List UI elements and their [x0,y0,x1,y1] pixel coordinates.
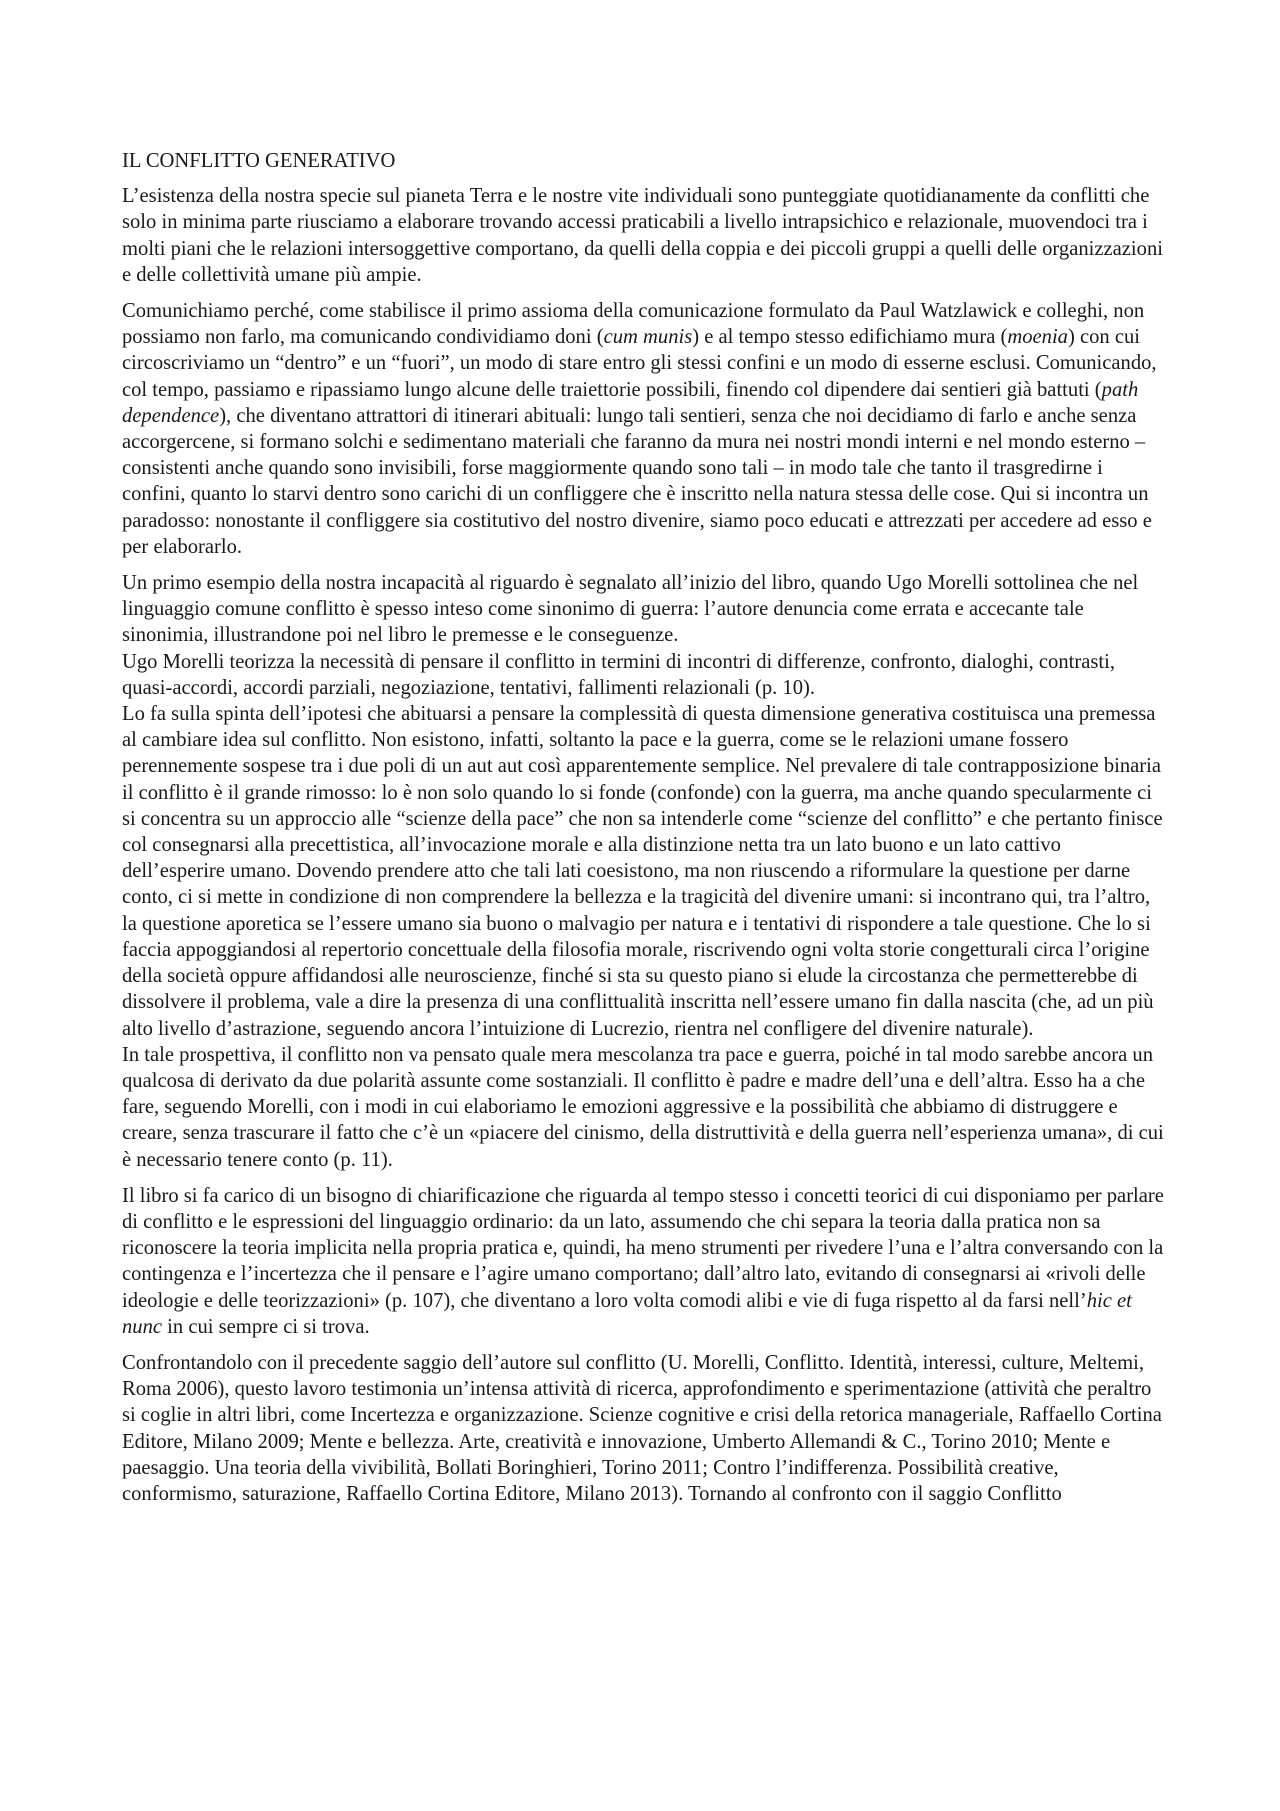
italic-text: moenia [1007,326,1068,349]
paragraph-text: Il libro si fa carico di un bisogno di chiarificazione che riguarda al tempo stesso i concetti teorici di cui disponiamo per parlare di conflitto e le espressioni del linguaggio ordinario: da un lato, assumendo che chi separa la teoria dalla pratica non sa riconoscere la teoria implicita nella propria pratica e, quindi, ha meno strumenti per rivedere l’una e l’altra conversando con la contingenza e l’incertezza che il pensare e l’agire umano comportano; dall’altro lato, evitando di consegnarsi ai «rivoli delle ideologie e delle teorizzazioni» (p. 107), che diventano a loro volta comodi alibi e vie di fuga rispetto al da farsi nell’ [122,1184,1164,1312]
paragraph [122,570,1168,649]
paragraph-text: Lo fa sulla spinta dell’ipotesi che abituarsi a pensare la complessità di questa dimensione generativa costituisca una premessa al cambiare idea sul conflitto. Non esistono, infatti, soltanto la pace e la guerra, come se le relazioni umane fossero perennemente sospese tra i due poli di un aut aut così apparentemente semplice. Nel prevalere di tale contrapposizione binaria il conflitto è il grande rimosso: lo è non solo quando lo si fonde (confonde) con la guerra, ma anche quando specularmente ci si concentra su un approccio alle “scienze della pace” che non sa intenderle come “scienze del conflitto” e che pertanto finisce col consegnarsi alla precettistica, all’invocazione morale e alla distinzione netta tra un lato buono e un lato cattivo dell’esperire umano. Dovendo prendere atto che tali lati coesistono, ma non riuscendo a riformulare la questione per darne conto, ci si mette in condizione di non comprendere la bellezza e la tragicità del divenire umani: si incontrano qui, tra l’altro, la questione aporetica se l’essere umano sia buono o malvagio per natura e i tentativi di rispondere a tale questione. Che lo si faccia appoggiandosi al repertorio concettuale della filosofia morale, riscrivendo ogni volta storie congetturali circa l’origine della società oppure affidandosi alle neuroscienze, finché si sta su questo piano si elude la circostanza che permetterebbe di dissolvere il problema, vale a dire la presenza di una conflittualità inscritta nell’essere umano fin dalla nascita (che, ad un più alto livello d’astrazione, seguendo ancora l’intuizione di Lucrezio, rientra nel confligere del divenire naturale). [122,703,1163,1040]
paragraph-text: Confrontandolo con il precedente saggio dell’autore sul conflitto (U. Morelli, Conflitto. Identità, interessi, culture, Meltemi, Roma 2006), questo lavoro testimonia un’intensa attività di ricerca, approfondimento e sperimentazione (attività che peraltro si coglie in altri libri, come Incertezza e organizzazione. Scienze cognitive e crisi della retorica manageriale, Raffaello Cortina Editore, Milano 2009; Mente e bellezza. Arte, creatività e innovazione, Umberto Allemandi & C., Torino 2010; Mente e paesaggio. Una teoria della vivibilità, Bollati Boringhieri, Torino 2011; Contro l’indifferenza. Possibilità creative, conformismo, saturazione, Raffaello Cortina Editore, Milano 2013). Tornando al confronto con il saggio Conflitto [122,1351,1162,1505]
italic-text: cum munis [603,326,693,349]
document-body [122,183,1168,1507]
paragraph [122,701,1168,1042]
document-page [122,148,1168,1517]
paragraph-text: Comunichiamo perché, come stabilisce il primo assioma della comunicazione formulato da Paul Watzlawick e colleghi, non possiamo non farlo, ma comunicando condividiamo doni ( [122,300,1145,349]
paragraph [122,1183,1168,1340]
paragraph [122,1350,1168,1507]
paragraph-text: L’esistenza della nostra specie sul pianeta Terra e le nostre vite individuali sono punteggiate quotidianamente da conflitti che solo in minima parte riusciamo a elaborare trovando accessi praticabili a livello intrapsichico e relazionale, muovendoci tra i molti piani che le relazioni intersoggettive comportano, da quelli della coppia e dei piccoli gruppi a quelli delle organizzazioni e delle collettività umane più ampie. [122,185,1163,286]
paragraph-text: ) con cui circoscriviamo un “dentro” e un “fuori”, un modo di stare entro gli stessi confini e un modo di esserne esclusi. Comunicando, col tempo, passiamo e ripassiamo lungo alcune delle traiettorie possibili, finendo col dipendere dai sentieri già battuti ( [122,326,1157,401]
italic-text: path dependence [122,378,1139,427]
paragraph-text: ) e al tempo stesso edifichiamo mura ( [692,326,1008,349]
paragraph-text: in cui sempre ci si trova. [162,1315,370,1338]
paragraph-text: Ugo Morelli teorizza la necessità di pensare il conflitto in termini di incontri di differenze, confronto, dialoghi, contrasti, quasi-accordi, accordi parziali, negoziazione, tentativi, fallimenti relazionali (p. 10). [122,650,1115,699]
paragraph [122,298,1168,560]
paragraph-text: ), che diventano attrattori di itinerari abituali: lungo tali sentieri, senza che noi decidiamo di farlo e anche senza accorgercene, si formano solchi e sedimentano materiali che faranno da mura nei nostri mondi interni e nel mondo esterno – consistenti anche quando sono invisibili, forse maggiormente quando sono tali – in modo tale che tanto il trasgredirne i confini, quanto lo starvi dentro sono carichi di un confliggere che è inscritto nella natura stessa delle cose. Qui si incontra un paradosso: nonostante il confliggere sia costitutivo del nostro divenire, siamo poco educati e attrezzati per accedere ad esso e per elaborarlo. [122,404,1152,558]
paragraph-text: Un primo esempio della nostra incapacità al riguardo è segnalato all’inizio del libro, quando Ugo Morelli sottolinea che nel linguaggio comune conflitto è spesso inteso come sinonimo di guerra: l’autore denuncia come errata e accecante tale sinonimia, illustrandone poi nel libro le premesse e le conseguenze. [122,572,1139,647]
paragraph [122,649,1168,701]
document-title: IL CONFLITTO GENERATIVO [122,150,396,172]
paragraph [122,1042,1168,1173]
paragraph-text: In tale prospettiva, il conflitto non va pensato quale mera mescolanza tra pace e guerra, poiché in tal modo sarebbe ancora un qualcosa di derivato da due polarità assunte come sostanziali. Il conflitto è padre e madre dell’una e dell’altra. Esso ha a che fare, seguendo Morelli, con i modi in cui elaboriamo le emozioni aggressive e la possibilità che abbiamo di distruggere e creare, senza trascurare il fatto che c’è un «piacere del cinismo, della distruttività e della guerra nell’esperienza umana», di cui è necessario tenere conto (p. 11). [122,1043,1164,1171]
italic-text: hic et nunc [122,1289,1132,1338]
paragraph [122,183,1168,288]
